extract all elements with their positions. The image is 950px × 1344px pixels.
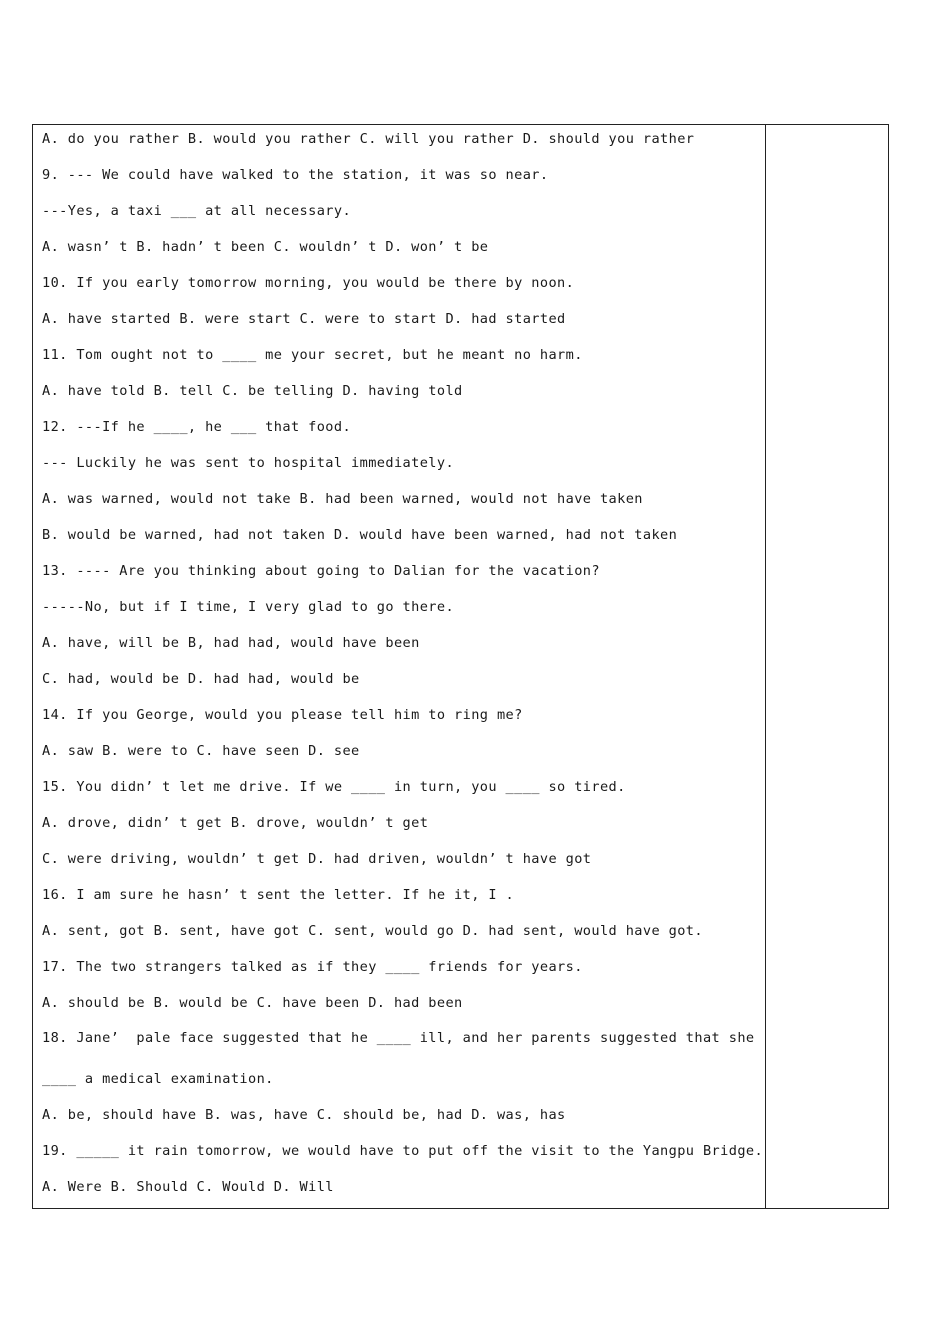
text-line: -----No, but if I time, I very glad to go there.: [42, 599, 455, 615]
text-line: --- Luckily he was sent to hospital immediately.: [42, 455, 455, 471]
text-line: C. were driving, wouldn’ t get D. had driven, wouldn’ t have got: [42, 851, 592, 867]
text-line: A. drove, didn’ t get B. drove, wouldn’ t get: [42, 815, 429, 831]
text-line: A. be, should have B. was, have C. should be, had D. was, has: [42, 1107, 566, 1123]
text-line: A. have, will be B, had had, would have been: [42, 635, 420, 651]
questions-cell: [33, 125, 766, 1208]
text-line: B. would be warned, had not taken D. would have been warned, had not taken: [42, 527, 678, 543]
text-line: A. saw B. were to C. have seen D. see: [42, 743, 360, 759]
text-line: A. sent, got B. sent, have got C. sent, would go D. had sent, would have got.: [42, 923, 703, 939]
text-line: A. should be B. would be C. have been D. had been: [42, 995, 463, 1011]
text-line: 17. The two strangers talked as if they ____ friends for years.: [42, 959, 583, 975]
text-line: 11. Tom ought not to ____ me your secret, but he meant no harm.: [42, 347, 583, 363]
text-line: A. Were B. Should C. Would D. Will: [42, 1179, 334, 1195]
text-line: ____ a medical examination.: [42, 1071, 274, 1087]
text-line: A. do you rather B. would you rather C. will you rather D. should you rather: [42, 131, 695, 147]
text-line: ---Yes, a taxi ___ at all necessary.: [42, 203, 352, 219]
text-line: 18. Jane’ pale face suggested that he ____ ill, and her parents suggested that she: [42, 1030, 755, 1046]
text-line: 13. ---- Are you thinking about going to Dalian for the vacation?: [42, 563, 600, 579]
text-line: A. wasn’ t B. hadn’ t been C. wouldn’ t D. won’ t be: [42, 239, 489, 255]
text-line: A. was warned, would not take B. had been warned, would not have taken: [42, 491, 643, 507]
question-table: [32, 124, 889, 1209]
text-line: 10. If you early tomorrow morning, you would be there by noon.: [42, 275, 575, 291]
text-line: 19. _____ it rain tomorrow, we would have to put off the visit to the Yangpu Bridge.: [42, 1143, 764, 1159]
text-line: 9. --- We could have walked to the station, it was so near.: [42, 167, 549, 183]
text-line: A. have told B. tell C. be telling D. having told: [42, 383, 463, 399]
text-line: 12. ---If he ____, he ___ that food.: [42, 419, 352, 435]
notes-cell: [766, 125, 888, 1208]
text-line: A. have started B. were start C. were to start D. had started: [42, 311, 566, 327]
text-line: 15. You didn’ t let me drive. If we ____ in turn, you ____ so tired.: [42, 779, 626, 795]
text-line: 14. If you George, would you please tell him to ring me?: [42, 707, 523, 723]
text-line: C. had, would be D. had had, would be: [42, 671, 360, 687]
text-line: 16. I am sure he hasn’ t sent the letter. If he it, I .: [42, 887, 515, 903]
